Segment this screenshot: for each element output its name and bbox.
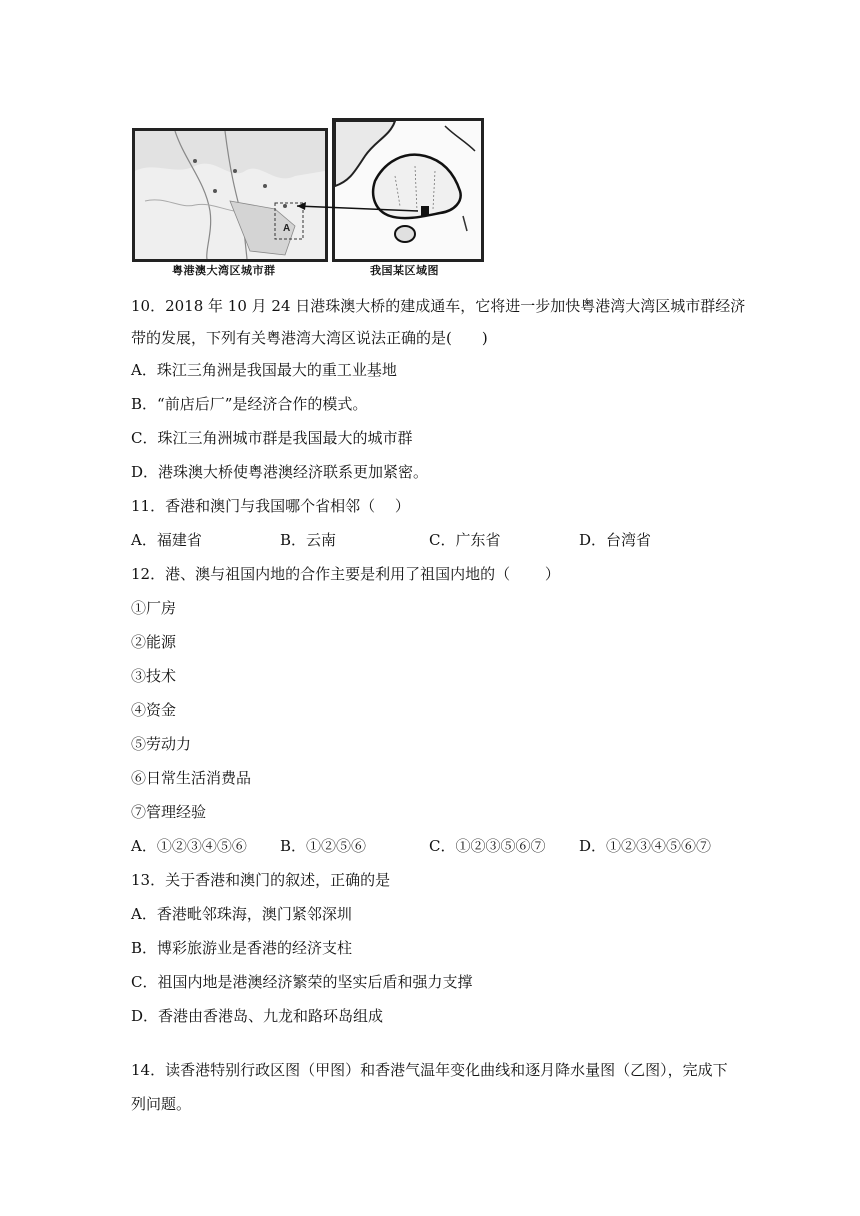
q10-stem-line1: 10．2018 年 10 月 24 日港珠澳大桥的建成通车，它将进一步加快粤港湾大湾区城市群经济 — [131, 297, 746, 315]
q14-line2: 列问题。 — [131, 1095, 192, 1113]
q10-option-d: D．港珠澳大桥使粤港澳经济联系更加紧密。 — [131, 463, 429, 481]
q10-option-b: B．“前店后厂”是经济合作的模式。 — [131, 395, 368, 413]
q12-option-c: C．①②③⑤⑥⑦ — [429, 837, 546, 855]
q10-option-a: A．珠江三角洲是我国最大的重工业基地 — [131, 361, 397, 379]
q12-item-5: ⑤劳动力 — [131, 735, 192, 753]
q13-option-b: B．博彩旅游业是香港的经济支柱 — [131, 939, 353, 957]
q12-option-d: D．①②③④⑤⑥⑦ — [579, 837, 712, 855]
connector-arrow — [132, 116, 482, 284]
q11-option-b: B．云南 — [280, 531, 337, 549]
q12-option-a: A．①②③④⑤⑥ — [131, 837, 247, 855]
q13-option-a: A．香港毗邻珠海，澳门紧邻深圳 — [131, 905, 352, 923]
map-figure — [132, 116, 482, 284]
q11-option-d: D．台湾省 — [579, 531, 652, 549]
right-map-caption: 我国某区域图 — [370, 264, 439, 277]
q12-item-2: ②能源 — [131, 633, 177, 651]
q11-stem: 11．香港和澳门与我国哪个省相邻（ ） — [131, 497, 410, 515]
q12-item-4: ④资金 — [131, 701, 177, 719]
q12-item-1: ①厂房 — [131, 599, 177, 617]
q13-option-d: D．香港由香港岛、九龙和路环岛组成 — [131, 1007, 384, 1025]
q10-option-c: C．珠江三角洲城市群是我国最大的城市群 — [131, 429, 413, 447]
q12-item-7: ⑦管理经验 — [131, 803, 207, 821]
q12-option-b: B．①②⑤⑥ — [280, 837, 367, 855]
q10-stem-line2: 带的发展，下列有关粤港湾大湾区说法正确的是( ) — [131, 329, 488, 347]
q11-option-a: A．福建省 — [131, 531, 202, 549]
q11-option-c: C．广东省 — [429, 531, 501, 549]
q13-stem: 13．关于香港和澳门的叙述，正确的是 — [131, 871, 391, 889]
left-map-caption: 粤港澳大湾区城市群 — [172, 264, 276, 277]
q12-item-3: ③技术 — [131, 667, 177, 685]
q14-line1: 14．读香港特别行政区图（甲图）和香港气温年变化曲线和逐月降水量图（乙图），完成下 — [131, 1061, 728, 1079]
q13-option-c: C．祖国内地是港澳经济繁荣的坚实后盾和强力支撑 — [131, 973, 473, 991]
q12-item-6: ⑥日常生活消费品 — [131, 769, 252, 787]
marker-a: A — [283, 223, 291, 234]
q12-stem: 12．港、澳与祖国内地的合作主要是利用了祖国内地的（ ） — [131, 565, 560, 583]
